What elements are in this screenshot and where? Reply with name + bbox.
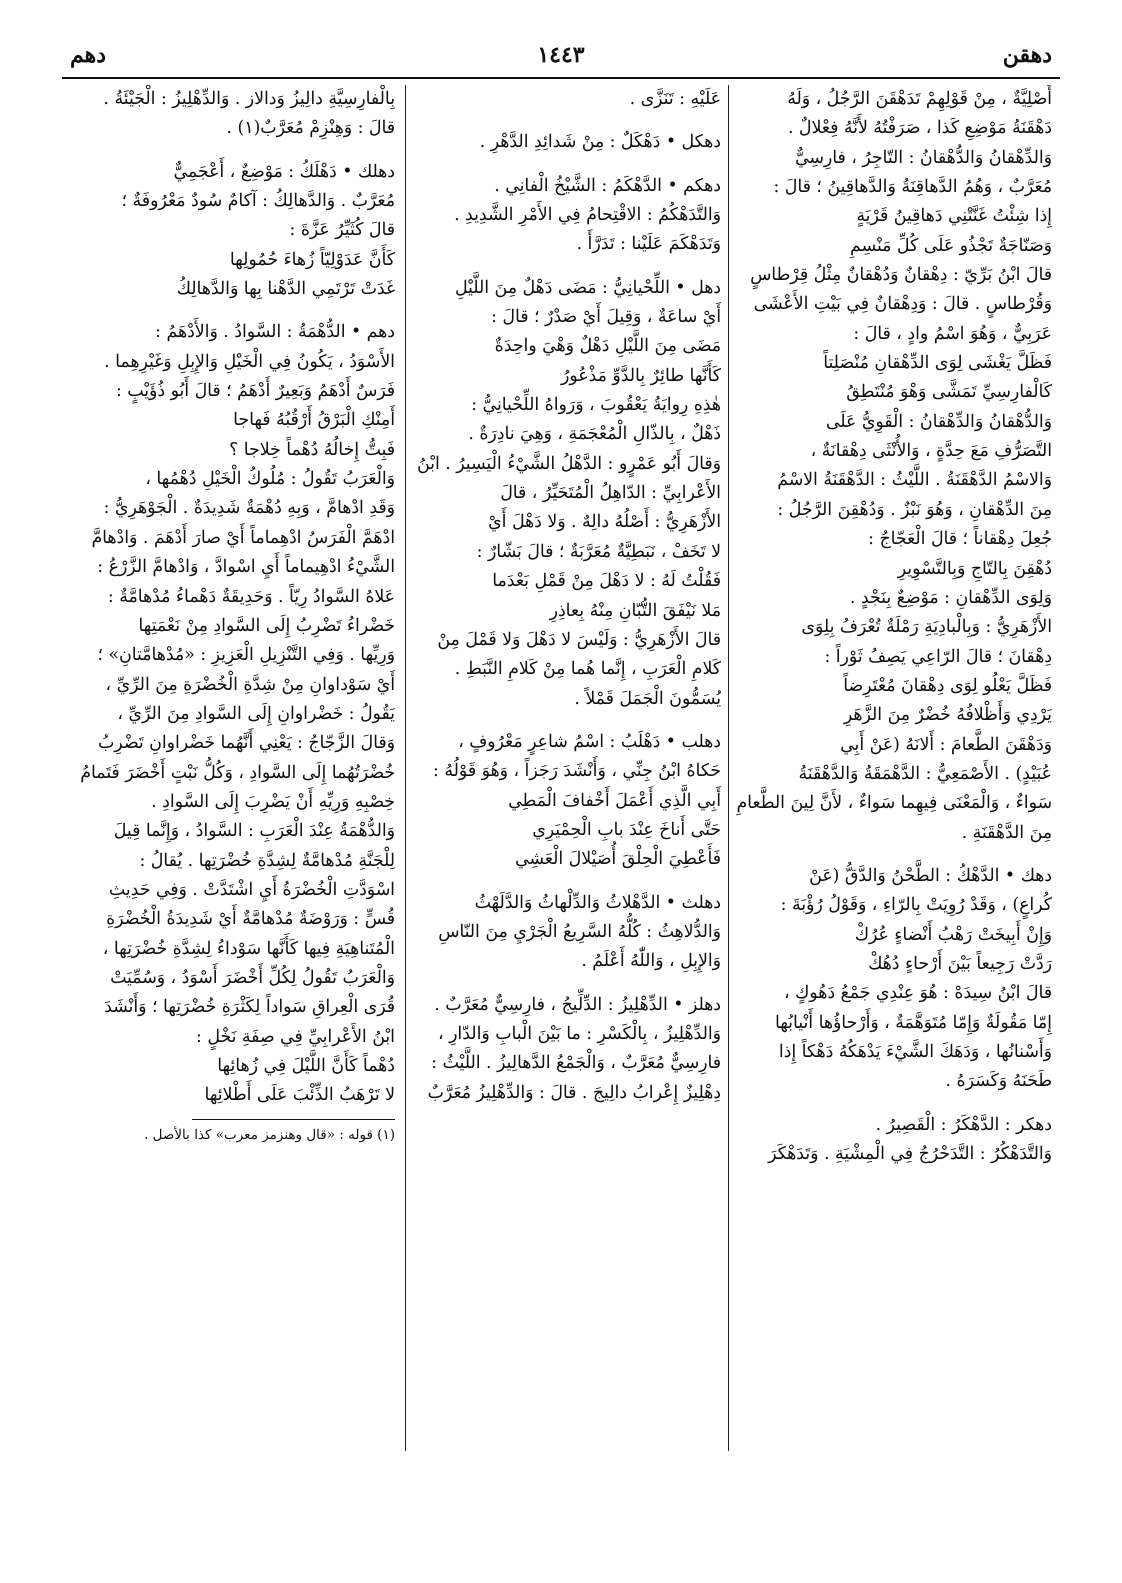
text-line: كُراعٍ) ، وَقَدْ رُوِيَتْ بِالرّاءِ ، وَقَوْلُ رُؤْبَةَ : bbox=[780, 895, 1052, 916]
text-line: دهك • الدَّهْكُ : الطَّحْنُ وَالدَّقُّ (عَنْ bbox=[809, 865, 1052, 886]
text-line: خَضْراءُ تَضْرِبُ إِلَى السَّوادِ مِنْ نَعْمَتِها bbox=[138, 615, 395, 636]
text-line: وَالدُّلاهِثُ : كُلُّهُ السَّرِيعُ الْجَرْيِ مِنَ النّاسِ bbox=[438, 921, 721, 942]
text-line: قالَ الأَزْهَرِيُّ : وَلَيْسَ لا دَهْلَ وَلا قَمْلَ مِنْ bbox=[437, 629, 721, 650]
text-line: أَيْ سَوْداوانِ مِنْ شِدَّةِ الْخُضْرَةِ مِنَ الرِّيِّ ، bbox=[105, 674, 395, 695]
text-line: إِمّا مَقُولَةٌ وَإِمّا مُتَوَهَّمَةٌ ، وَأَرْحاؤُها أَنْيابُها bbox=[774, 1012, 1052, 1033]
text-line: أَصْلِيَّةٌ ، مِنْ قَوْلِهِمْ تَدَهْقَنَ الرَّجُلُ ، وَلَهُ bbox=[787, 89, 1052, 109]
text-line: جُعِلَ دِهْقاناً ؛ قالَ الْعَجّاجُ : bbox=[868, 529, 1052, 550]
entry-gap bbox=[735, 1097, 1052, 1111]
text-line: قالَ ابْنُ سِيدَهْ : هُوَ عِنْدِي جَمْعُ دَهُوكٍ ، bbox=[783, 983, 1052, 1004]
text-line: فَأَعْطِيَ الْحِلْقَ أُصَيْلالَ الْعَشِي bbox=[514, 849, 721, 870]
text-line: مِنَ الدَّهْقَنَةِ . bbox=[961, 822, 1052, 843]
text-line: مَضَى مِنَ اللَّيْلِ دَهْلٌ وَهْيَ واحِدَةٌ bbox=[494, 336, 721, 357]
text-line: طَحَنَهُ وَكَسَرَهُ . bbox=[945, 1071, 1052, 1092]
text-line: فَقُلْتُ لَهُ : لا دَهْلَ مِنْ قَمْلِ بَعْدَما bbox=[492, 571, 721, 592]
entry-gap bbox=[413, 977, 721, 991]
text-line: وَأَسْنانُها ، وَدَهَكَ الشَّيْءَ يَدْهَكُهُ دَهْكاً إِذا bbox=[778, 1042, 1052, 1062]
text-line: عُبَيْدٍ) . الأَصْمَعِيُّ : الدَّهْمَقَةُ وَالدَّهْقَنَةُ bbox=[798, 763, 1052, 784]
entry-gap bbox=[413, 714, 721, 728]
entry-gap bbox=[68, 144, 395, 158]
text-line: وَالدُّهْمَةُ عِنْدَ الْعَرَبِ : السَّوادُ ، وَإِنَّما قِيلَ bbox=[113, 821, 395, 842]
text-line: كَالْفارِسِيِّ تَمَشَّى وَهْوَ مُنْتَطِقُ bbox=[846, 382, 1052, 403]
text-line: مُعَرَّبٌ . وَالدَّهالِكُ : آكامٌ سُودٌ مَعْرُوفَةٌ ؛ bbox=[121, 191, 395, 212]
text-line: مَلا نَيْفَقَ التُّبّانِ مِنْهُ بِعاذِرِ bbox=[549, 600, 721, 621]
entry-gap bbox=[413, 875, 721, 889]
text-line: خِصْبِهِ وَرِيِّهِ أَنْ يَضْرِبَ إِلَى السَّوادِ . bbox=[151, 791, 395, 812]
text-line: فَبِتُّ إِخالُهُ دُهْماً خِلاجا ؟ bbox=[229, 439, 395, 460]
entry-gap bbox=[413, 158, 721, 172]
text-line: دهكم • الدَّهْكَمُ : الشَّيْخُ الْفانِي . bbox=[494, 175, 721, 196]
text-line: وَدَهْقَنَ الطَّعامَ : أَلانَهُ (عَنْ أَبِي bbox=[840, 734, 1052, 755]
text-line: لا تَرْهَبُ الذِّئْبَ عَلَى أَطْلائِها bbox=[204, 1085, 395, 1106]
column-divider-left bbox=[405, 85, 406, 1451]
text-line: مِنَ الدِّهْقانِ ، وَهُوَ نَبْزٌ . وَدُهْقِنَ الرَّجُلُ : bbox=[777, 499, 1052, 520]
text-line: ذَهْلٌ ، بِالذّالِ الْمُعْجَمَةِ ، وَهِيَ نادِرَةٌ . bbox=[468, 424, 721, 445]
text-line: دهلز • الدِّهْلِيزُ : الدِّلِّيجُ ، فارِسِيٌّ مُعَرَّبٌ . bbox=[434, 994, 721, 1015]
text-line: لا تَخَفْ ، نَبَطِيَّةٌ مُعَرَّبَةٌ ؛ قالَ بَشّارٌ : bbox=[476, 541, 721, 562]
text-line: فَظَلَّ يَعْلُو لِوَى دِهْقانَ مُعْتَرِضاً bbox=[843, 675, 1052, 696]
text-line: الشَّيْءُ ادْهِيماماً أَيِ اسْوادَّ ، وَادْهامَّ الزَّرْعُ : bbox=[97, 557, 395, 578]
text-line: التَّصَرُّفِ مَعَ حِدَّةٍ ، وَالأُنْثَى دِهْقانَةٌ ، bbox=[810, 441, 1052, 462]
text-line: أَبِي الَّذِي أَعْمَلَ أَخْفافَ الْمَطِي bbox=[508, 790, 721, 811]
text-line: يَقُولُ : خَضْراوانِ إِلَى السَّوادِ مِنَ الرِّيِّ ، bbox=[117, 703, 395, 724]
column-right bbox=[735, 85, 1052, 1451]
text-line: مُعَرَّبٌ ، وَهُمُ الدَّهاقِنَةُ وَالدَّهاقِينُ ؛ قالَ : bbox=[773, 177, 1052, 198]
text-line: اسْوَدَّتِ الْخُضْرَةُ أَيِ اشْتَدَّتْ . وَفِي حَدِيثِ bbox=[108, 879, 395, 900]
text-line: قالَ كُثَيِّرُ عَزَّةَ : bbox=[289, 220, 395, 241]
text-line: وَالتَّدَهْكُمُ : الاقْتِحامُ فِي الأَمْرِ الشَّدِيدِ . bbox=[454, 205, 721, 226]
text-line: غَدَتْ تَرْتَمِي الدَّهْنا بِها وَالدَّهالِكُ bbox=[176, 279, 395, 300]
text-line: أَمِنْكِ الْبَرْقُ أَرْقُبُهُ فَهاجا bbox=[233, 410, 395, 431]
column-divider-right bbox=[728, 85, 729, 1451]
footnote-rule bbox=[192, 1119, 395, 1120]
page-number: ١٤٤٣ bbox=[537, 42, 585, 68]
text-line: أَيْ ساعَةٌ ، وَقِيلَ أَيْ صَدْرٌ ؛ قالَ : bbox=[491, 307, 721, 328]
text-line: ابْنُ الأَعْرابِيِّ فِي صِفَةِ نَخْلٍ : bbox=[196, 1026, 395, 1047]
text-line: رَدَّتْ رَجِيعاً بَيْنَ أَرْحاءٍ دُهُكْ bbox=[868, 953, 1052, 974]
text-line: قالَ : وَهِنْزِمْ مُعَرَّبٌ(١) . bbox=[226, 118, 395, 139]
text-line: قُرَى الْعِراقِ سَواداً لِكَثْرَةِ خُضْرَتِها ؛ وَأَنْشَدَ bbox=[104, 997, 395, 1018]
text-line: وَلِوَى الدِّهْقانِ : مَوْضِعٌ بِنَجْدٍ . bbox=[849, 587, 1052, 608]
header-right-guideword: دهقن bbox=[1002, 42, 1052, 68]
text-line: وَالْعَرَبُ تَقُولُ : مُلُوكُ الْخَيْلِ دُهْمُها ، bbox=[145, 469, 395, 490]
column-left-text bbox=[68, 85, 395, 1111]
footnote: (١) قوله : «قال وهنزمز معرب» كذا بالأصل . bbox=[144, 1126, 395, 1143]
text-line: الأَعْرابِيِّ : الدّاهِلُ الْمُتَحَيِّرُ ، قالَ bbox=[500, 483, 721, 504]
text-line: وَالدِّهْلِيزُ ، بِالْكَسْرِ : ما بَيْنَ الْبابِ وَالدّارِ ، bbox=[438, 1023, 721, 1044]
text-line: سَواءٌ ، وَالْمَعْنَى فِيهِما سَواءٌ ، لأَنَّ لِينَ الطَّعامِ bbox=[736, 793, 1052, 814]
text-line: دُهْقِنَ بِالتّاجِ وَبِالتَّسْوِيرِ bbox=[897, 558, 1052, 579]
text-line: بِالْفارِسِيَّةِ دالِيزُ وَدالاز . وَالدِّهْلِيزُ : الْجَيْئَةُ . bbox=[103, 89, 395, 109]
text-line: كَلامِ الْعَرَبِ ، إِنَّما هُما مِنْ كَلامِ النَّبَطِ . bbox=[454, 659, 721, 680]
text-line: وَرِيِّها . وَفِي التَّنْزِيلِ الْعَزِيزِ : «مُدْهامَّتانِ» ؛ bbox=[97, 645, 395, 666]
header-rule bbox=[62, 77, 1060, 79]
text-line: دهلث • الدَّهْلاثُ وَالدِّلْهاثُ وَالدَّلَهْثُ bbox=[474, 892, 721, 913]
text-line: دهكل • دَهْكَلٌ : مِنْ شَدائِدِ الدَّهْرِ . bbox=[479, 132, 721, 153]
text-line: الأَسْوَدُ ، يَكُونُ فِي الْخَيْلِ وَالإِبِلِ وَغَيْرِهِما . bbox=[104, 351, 395, 372]
entry-gap bbox=[413, 260, 721, 274]
text-line: هٰذِهِ رِوايَةُ يَعْقُوبَ ، وَرَواهُ اللِّحْيانِيُّ : bbox=[471, 395, 721, 416]
entry-gap bbox=[413, 114, 721, 128]
text-line: وَالْعَرَبُ تَقُولُ لِكُلِّ أَخْضَرَ أَسْوَدُ ، وَسُمِّيَتْ bbox=[110, 967, 395, 988]
text-line: وَالاسْمُ الدَّهْقَنَةُ . اللَّيْثُ : الدَّهْقَنَةُ الاسْمُ bbox=[777, 470, 1052, 491]
text-line: دُهْماً كَأَنَّ اللَّيْلَ فِي زُهائِها bbox=[217, 1056, 395, 1076]
column-middle bbox=[413, 85, 721, 1451]
header-left-guideword: دهم bbox=[70, 42, 107, 68]
text-line: وَصَنّاجَةٌ تَجْذُو عَلَى كُلِّ مَنْسِمِ bbox=[850, 235, 1052, 256]
text-line: دَهْقَنَةُ مَوْضِعِ كَذا ، صَرَفْتُهُ لأَنَّهُ فِعْلالٌ . bbox=[787, 118, 1052, 139]
text-line: وَالإِبِلِ ، وَاللّٰهُ أَعْلَمُ . bbox=[581, 951, 721, 972]
text-line: حَتَّى أَناخَ عِنْدَ بابِ الْحِمْيَرِي bbox=[532, 819, 721, 840]
text-line: قُسٍّ : وَرَوْضَةٌ مُدْهامَّةٌ أَيْ شَدِيدَةُ الْخُضْرَةِ bbox=[106, 909, 395, 930]
entry-gap bbox=[735, 848, 1052, 862]
text-line: يَرْدِي وَأَظْلافُهُ خُضْرٌ مِنَ الزَّهَرِ bbox=[843, 705, 1052, 726]
entry-gap bbox=[68, 304, 395, 318]
text-line: الأَزْهَرِيُّ : أَصْلُهُ دالِهٌ . وَلا دَهْلَ أَيْ bbox=[488, 512, 721, 533]
text-line: قالَ ابْنُ بَرِّيّ : دِهْقانٌ وَدُهْقانٌ مِثْلُ قِرْطاسٍ bbox=[750, 265, 1052, 286]
text-line: دهكر : الدَّهْكَرُ : الْقَصِيرُ . bbox=[875, 1114, 1052, 1135]
text-line: وَقالَ أَبُو عَمْرٍو : الدَّهْلُ الشَّيْءُ الْيَسِيرُ . ابْنُ bbox=[417, 453, 721, 474]
text-line: ادْهَمَّ الْفَرَسُ ادْهِماماً أَيْ صارَ أَدْهَمَ . وَادْهامَّ bbox=[91, 527, 395, 548]
text-line: دهم • الدُّهْمَةُ : السَّوادُ . وَالأَدْهَمُ : bbox=[155, 322, 395, 343]
text-line: وَقُرْطاسٍ . قالَ : وَدِهْقانٌ فِي بَيْتِ الأَعْشَى bbox=[753, 294, 1052, 315]
text-line: دِهْلِيزٌ إِعْرابُ دالِيجَ . قالَ : وَالدِّهْلِيزُ مُعَرَّبٌ bbox=[427, 1082, 721, 1103]
text-line: دهلب • دَهْلَبُ : اسْمُ شاعِرٍ مَعْرُوفٍ ، bbox=[458, 731, 721, 752]
text-line: عَلاهُ السَّوادُ رِيّاً . وَحَدِيقَةٌ دَهْماءُ مُدْهامَّةٌ : bbox=[107, 586, 395, 607]
text-line: دهلك • دَهْلَكُ : مَوْضِعٌ ، أَعْجَمِيٌّ bbox=[173, 161, 395, 182]
text-line: كَأَنَّها طائِرٌ بِالدَّوِّ مَذْعُورُ bbox=[560, 365, 721, 386]
text-line: الْمُتَناهِيَةِ فِيها كَأَنَّها سَوْداءُ لِشِدَّةِ خُضْرَتِها ، bbox=[102, 938, 395, 959]
text-line: كَأَنَّ عَدَوْلِيّاً زُهاءَ حُمُولِها bbox=[229, 249, 395, 270]
text-line: وَالتَّدَهْكُرُ : التَّدَحْرُجُ فِي الْمِشْيَةِ . وَتَدَهْكَرَ bbox=[768, 1144, 1052, 1165]
column-left bbox=[68, 85, 395, 1451]
text-line: الأَزْهَرِيُّ : وَبِالْبادِيَةِ رَمْلَةٌ تُعْرَفُ بِلِوَى bbox=[801, 617, 1052, 638]
text-line: وَالدُّهْقانُ وَالدِّهْقانُ : الْقَوِيُّ عَلَى bbox=[825, 411, 1052, 432]
text-line: خُضْرَتُهُما إِلَى السَّوادِ ، وَكُلُّ نَبْتٍ أَخْضَرَ فَتَمامُ bbox=[80, 762, 395, 783]
text-line: فَرَسٌ أَدْهَمُ وَبَعِيرٌ أَدْهَمُ ؛ قالَ أَبُو ذُؤَيْبٍ : bbox=[115, 381, 395, 402]
text-line: إِذا شِئْتُ غَنَّتْنِي دَهاقِينُ قَرْيَةٍ bbox=[856, 206, 1052, 227]
text-line: حَكاهُ ابْنُ جِنِّي ، وَأَنْشَدَ رَجَزاً ، وَهُوَ قَوْلُهُ : bbox=[433, 761, 721, 782]
text-line: وَقَدِ ادْهامَّ ، وَبِهِ دُهْمَةٌ شَدِيدَةٌ . الْجَوْهَرِيُّ : bbox=[103, 498, 395, 519]
text-line: دهل • اللِّحْيانِيُّ : مَضَى دَهْلٌ مِنَ اللَّيْلِ bbox=[454, 277, 721, 298]
text-line: وَإِنْ أَبِيخَتْ رَهْبُ أَنْضاءٍ عُرُكْ bbox=[854, 924, 1052, 945]
text-line: عَلَيْهِ : تَنَزَّى . bbox=[629, 89, 721, 109]
text-line: وَالدِّهْقانُ وَالدُّهْقانُ : التّاجِرُ ، فارِسِيٌّ bbox=[795, 147, 1052, 168]
text-line: فارِسِيٌّ مُعَرَّبٌ ، وَالْجَمْعُ الدَّهالِيزُ . اللَّيْثُ : bbox=[431, 1053, 721, 1074]
page-header bbox=[70, 42, 1052, 82]
text-line: لِلْجَنَّةِ مُدْهامَّةٌ لِشِدَّةِ خُضْرَتِها . يُقالُ : bbox=[139, 850, 395, 871]
text-line: فَظَلَّ يَغْشَى لِوَى الدِّهْقانِ مُنْصَلِتاً bbox=[823, 353, 1052, 374]
text-line: وَتَدَهْكَمَ عَلَيْنا : تَدَرَّأَ . bbox=[576, 234, 721, 255]
text-line: عَرَبِيٌّ ، وَهُوَ اسْمُ وادٍ ، قالَ : bbox=[853, 323, 1052, 344]
text-line: دِهْقانَ ؛ قالَ الرّاعِي يَصِفُ ثَوْراً : bbox=[824, 646, 1052, 667]
text-line: وَقالَ الزَّجّاجُ : يَعْنِي أَنَّهُما خَضْراوانِ تَضْرِبُ bbox=[98, 733, 395, 754]
text-line: يُسَمُّونَ الْجَمَلَ قَمْلاً . bbox=[574, 688, 721, 709]
